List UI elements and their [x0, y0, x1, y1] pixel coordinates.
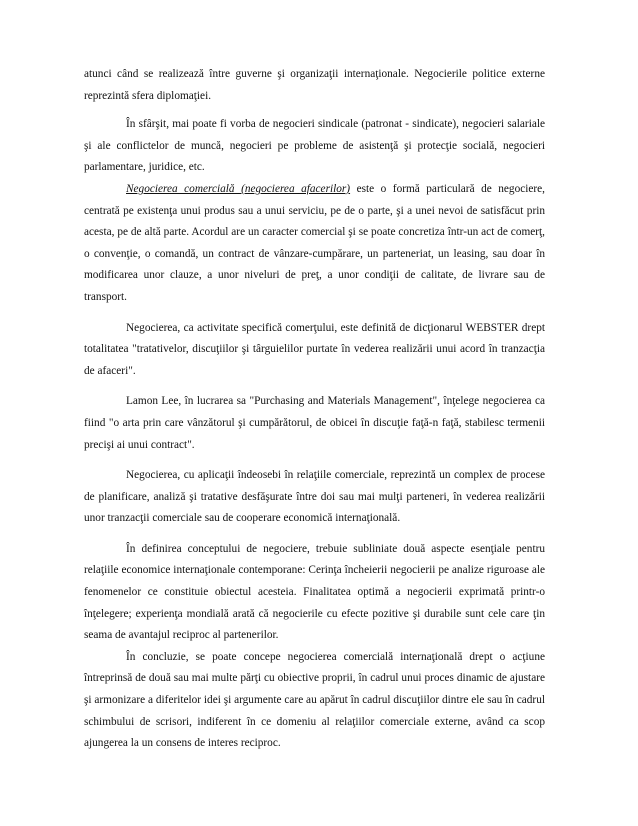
paragraph-concept-definition: În definirea conceptului de negociere, trebuie subliniate două aspecte esenţiale pentru relaţiile economice internaţionale contemporane: Cerinţa încheierii negocierii pe analize riguroase ale fenomenelor ce constituie obiectul acesteia. Finalitatea optimă a negocierii exprimată printr-o înţelegere; experienţa mondială arată că negocierile cu efecte pozitive şi durabile sunt cele care ţin seama de avantajul reciproc al partenerilor. [84, 542, 545, 642]
commercial-negotiation-text: este o formă particulară de negociere, centrată pe existenţa unui produs sau a unui serviciu, pe de o parte, şi a unei nevoi de satisfăcut prin acesta, pe de altă parte. Acordul are un caracter comercial şi se poate concretiza într-un act de comerţ, o convenţie, o comandă, un contract de vânzare-cumpărare, un parteneriat, un leasing, sau doar în modificarea unor clauze, a unor niveluri de preţ, a unor condiţii de calitate, de livrare sau de transport. [84, 182, 545, 303]
paragraph-continuation: atunci când se realizează între guverne şi organizaţii internaţionale. Negocierile politice externe reprezintă sfera diplomaţiei. [84, 68, 545, 102]
paragraph-conclusion: În concluzie, se poate concepe negocierea comercială internaţională drept o acţiune întreprinsă de două sau mai multe părţi cu obiective proprii, în cadrul unui proces dinamic de ajustare şi armonizare a diferitelor idei şi argumente care au apărut în cadrul discuţiilor dintre ele sau în cadrul schimbului de scrisori, indiferent în ce domeniu al relaţiilor comerciale externe, având ca scop ajungerea la un consens de interes reciproc. [84, 650, 545, 750]
paragraph-webster-definition: Negocierea, ca activitate specifică comerţului, este definită de dicţionarul WEBSTER drept totalitatea "tratativelor, discuţiilor şi târguielilor purtate în vederea realizării unui acord în tranzacţia de afaceri". [84, 321, 545, 377]
paragraph-other-negotiations: În sfârşit, mai poate fi vorba de negocieri sindicale (patronat - sindicate), negocieri salariale şi ale conflictelor de muncă, negocieri pe probleme de asistenţă şi protecţie socială, negocieri parlamentare, juridice, etc. [84, 118, 545, 174]
commercial-negotiation-term: Negocierea comercială (negocierea afacerilor) [126, 182, 351, 195]
document-page [84, 64, 545, 755]
paragraph-commercial-negotiation [84, 179, 545, 309]
paragraph-lamon-lee: Lamon Lee, în lucrarea sa "Purchasing and Materials Management", înţelege negocierea ca fiind "o arta prin care vânzătorul şi cumpărătorul, de obicei în discuţie faţă-n faţă, stabilesc termenii precişi ai unui contract". [84, 395, 545, 451]
paragraph-commercial-relations: Negocierea, cu aplicaţii îndeosebi în relaţiile comerciale, reprezintă un complex de procese de planificare, analiză şi tratative desfăşurate între doi sau mai mulţi parteneri, în vederea realizării unor tranzacţii comerciale sau de cooperare economică internaţională. [84, 469, 545, 525]
